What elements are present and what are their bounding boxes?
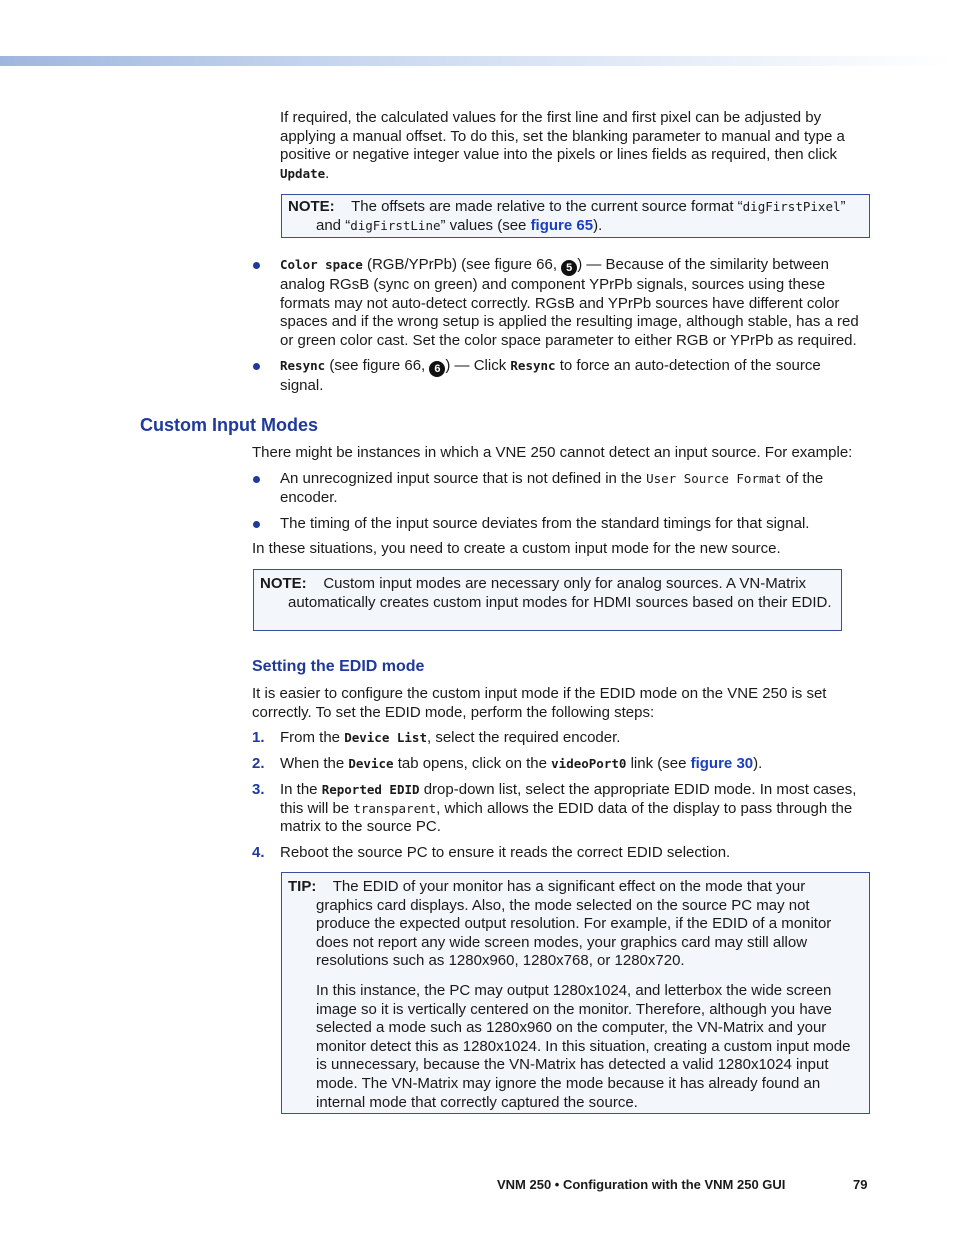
step-3 bbox=[280, 781, 860, 837]
tip-box bbox=[281, 872, 870, 1114]
note-text-a: The offsets are made relative to the current source format “ bbox=[351, 198, 743, 215]
bullet-dot bbox=[253, 262, 260, 269]
resync-text-c: to force an auto-detection of the source signal. bbox=[280, 357, 821, 394]
note-code-digfirstline: digFirstLine bbox=[350, 217, 441, 233]
resync-code-2: Resync bbox=[510, 358, 556, 373]
list-item-timing: The timing of the input source deviates from the standard timings for that signal. bbox=[280, 515, 810, 532]
note-offsets bbox=[281, 194, 870, 238]
note-text-c: ” values (see bbox=[440, 216, 531, 234]
page-number: 79 bbox=[853, 1177, 868, 1192]
step-number: 1. bbox=[252, 729, 265, 746]
step-4: Reboot the source PC to ensure it reads the correct EDID selection. bbox=[280, 844, 731, 861]
subsection-heading: Setting the EDID mode bbox=[252, 658, 425, 675]
note-code-digfirstpixel: digFirstPixel bbox=[742, 199, 841, 214]
reported-edid-code: Reported EDID bbox=[321, 782, 420, 797]
step-2-text-b: tab opens, click on the bbox=[393, 755, 552, 772]
tip-label: TIP: bbox=[288, 878, 317, 895]
subsection-intro: It is easier to configure the custom input mode if the EDID mode on the VNE 250 is set correctly. To set the EDID mode, perform the following steps: bbox=[252, 685, 827, 721]
color-space-text-b: ) — Because of the similarity between analog RGsB (sync on green) and component YPrPb signals, sources using these formats may not auto-detect correctly. RGsB and YPrPb sources have different color spaces and if the wrong setup is applied the resulting image, although stable, has a red or green color cast. Set the color space parameter to either RGB or YPrPb as required. bbox=[280, 256, 859, 349]
step-2-text-a: When the bbox=[280, 755, 349, 772]
note-label: NOTE: bbox=[288, 198, 335, 215]
bullet-dot bbox=[253, 476, 260, 483]
transparent-code: transparent bbox=[353, 800, 437, 816]
bullet-dot bbox=[253, 363, 260, 370]
note-text-b: ” and “ bbox=[316, 198, 846, 234]
note-text: Custom input modes are necessary only for analog sources. A VN-Matrix automatically creates custom input modes for HDMI sources based on their EDID. bbox=[288, 575, 832, 611]
step-1 bbox=[280, 729, 860, 748]
callout-5-icon: 5 bbox=[561, 260, 577, 276]
step-number: 3. bbox=[252, 781, 265, 798]
section-after: In these situations, you need to create a custom input mode for the new source. bbox=[252, 540, 781, 557]
device-list-code: Device List bbox=[344, 730, 427, 745]
note-text-d: ). bbox=[593, 216, 603, 234]
section-heading: Custom Input Modes bbox=[140, 415, 318, 435]
step-3-text-b: drop-down list, select the appropriate EDID mode. In most cases, this will be bbox=[280, 781, 857, 817]
list-item-resync bbox=[280, 357, 868, 396]
unrecognized-text-a: An unrecognized input source that is not defined in the bbox=[280, 470, 647, 487]
resync-text-b: ) — Click bbox=[445, 357, 511, 374]
step-2-text-c: link (see bbox=[626, 755, 691, 772]
tip-paragraph-2: In this instance, the PC may output 1280x1024, and letterbox the wide screen image so it is vertically centered on the monitor. Therefore, although you have selected a mode such as 1280x960 on the computer, the VN-Matrix and your monitor detect this as 1280x1024. In this situation, creating a custom input mode is unnecessary, because the VN-Matrix has detected a valid 1280x1024 input mode. The VN-Matrix may ignore the mode because it has already found an internal mode that correctly captured the source. bbox=[316, 981, 851, 1111]
intro-end: . bbox=[325, 164, 330, 182]
unrecognized-text-b: of the encoder. bbox=[280, 470, 824, 506]
callout-6-icon: 6 bbox=[429, 361, 445, 377]
color-space-code: Color space bbox=[280, 257, 363, 272]
figure-65-link[interactable]: figure 65 bbox=[530, 216, 594, 234]
section-intro: There might be instances in which a VNE 250 cannot detect an input source. For example: bbox=[252, 444, 853, 461]
resync-code: Resync bbox=[280, 358, 326, 373]
step-2 bbox=[280, 755, 860, 774]
step-2-text-d: ). bbox=[753, 755, 763, 772]
footer-title: VNM 250 • Configuration with the VNM 250 GUI bbox=[497, 1177, 786, 1192]
intro-paragraph bbox=[280, 109, 860, 183]
step-1-text-b: , select the required encoder. bbox=[426, 729, 621, 746]
note-analog-sources bbox=[253, 569, 842, 631]
step-number: 2. bbox=[252, 755, 265, 772]
resync-text-a: (see figure 66, bbox=[325, 357, 430, 374]
tip-paragraph-1: The EDID of your monitor has a significant effect on the mode that your graphics card displays. Also, the mode selected on the source PC may not produce the expected output resolution. For example, if the EDID of a monitor does not report any wide screen modes, your graphics card may still allow resolutions such as 1280x960, 1280x768, or 1280x720. bbox=[316, 878, 832, 970]
list-item-unrecognized bbox=[280, 470, 860, 507]
update-code: Update bbox=[280, 165, 326, 181]
intro-text: If required, the calculated values for the first line and first pixel can be adjusted by applying a manual offset. To do this, set the blanking parameter to manual and type a positive or negative integer value into the pixels or lines fields as required, then click bbox=[280, 109, 845, 164]
step-3-text-a: In the bbox=[280, 781, 322, 798]
bullet-dot bbox=[253, 521, 260, 528]
step-number: 4. bbox=[252, 844, 265, 861]
header-gradient-bar bbox=[0, 56, 954, 66]
note-label: NOTE: bbox=[260, 575, 307, 592]
figure-30-link[interactable]: figure 30 bbox=[690, 755, 754, 772]
list-item-color-space bbox=[280, 256, 868, 350]
step-1-text-a: From the bbox=[280, 729, 345, 746]
color-space-text-a: (RGB/YPrPb) (see figure 66, bbox=[362, 256, 562, 273]
device-code: Device bbox=[348, 756, 394, 771]
videoport0-code: videoPort0 bbox=[551, 756, 627, 771]
user-source-format-code: User Source Format bbox=[646, 471, 782, 486]
step-3-text-c: , which allows the EDID data of the display to pass through the matrix to the source PC. bbox=[280, 799, 853, 836]
